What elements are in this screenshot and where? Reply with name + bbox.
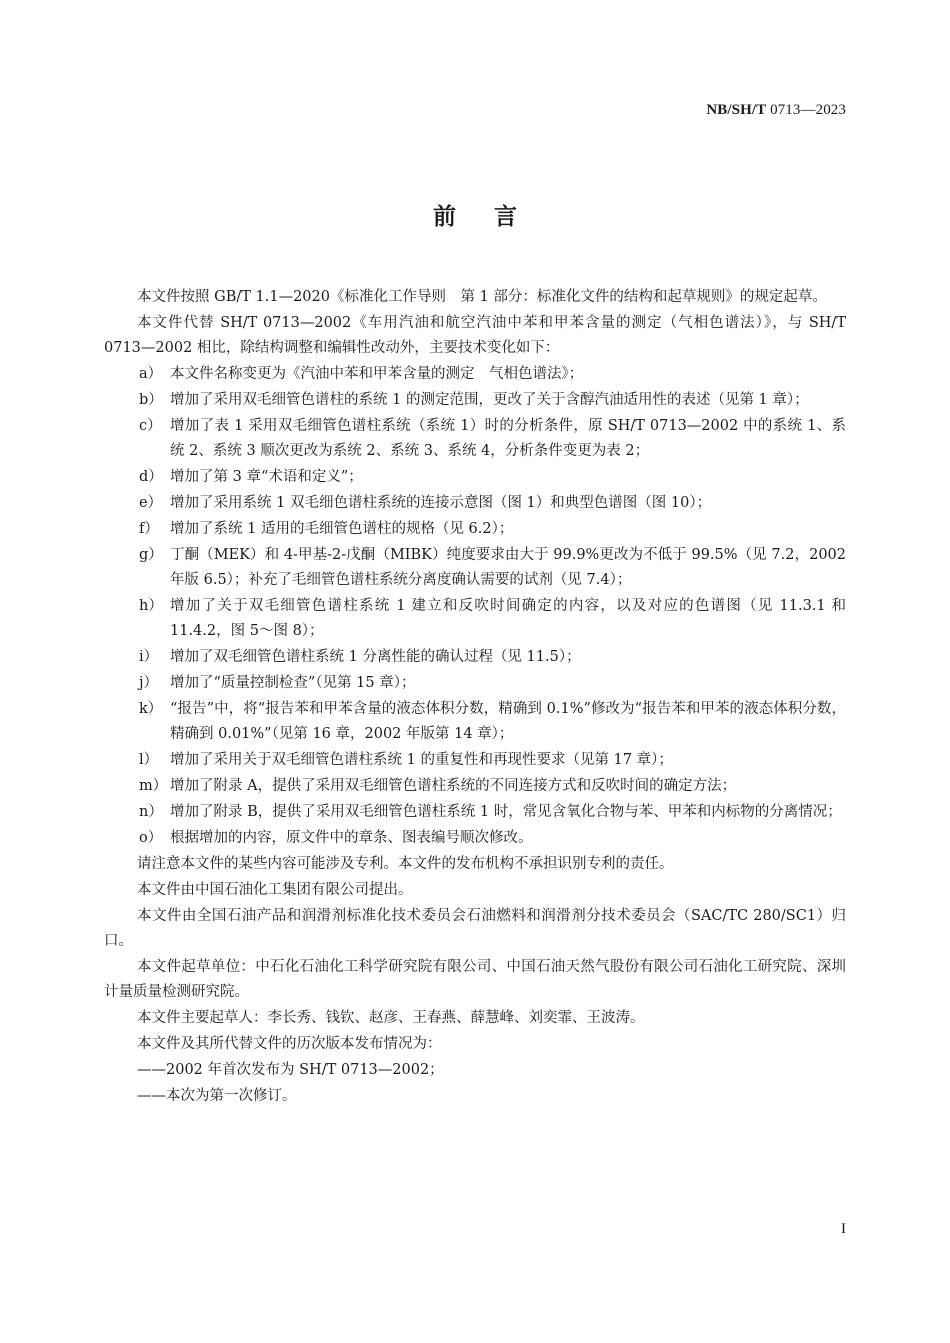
list-item [104,362,846,387]
list-item-text: 增加了附录 B，提供了采用双毛细管色谱柱系统 1 时，常见含氧化合物与苯、甲苯和内标物的分离情况； [170,804,842,820]
list-item [104,826,846,851]
list-marker: d） [139,469,163,485]
closing-paragraph: 本文件主要起草人：李长秀、钱钦、赵彦、王春燕、薛慧峰、刘奕霏、王波涛。 [137,1010,645,1026]
history-entry: ——2002 年首次发布为 SH/T 0713—2002； [137,1062,444,1078]
list-marker: l） [139,752,159,768]
standard-code-number: 0713—2023 [770,102,846,118]
list-item [104,414,846,464]
list-item-text: 增加了“质量控制检查”（见第 15 章）； [170,675,416,691]
foreword-body [104,285,846,1110]
history-entry: ——本次为第一次修订。 [137,1088,297,1104]
changes-list [104,362,846,851]
intro-paragraph: 本文件按照 GB/T 1.1—2020《标准化工作导则 第 1 部分：标准化文件的结构和起草规则》的规定起草。 [137,289,827,305]
list-item [104,517,846,542]
standard-code-prefix: NB/SH/T [706,102,767,118]
list-item [104,388,846,413]
list-marker: c） [139,418,162,434]
intro-paragraph: 本文件代替 SH/T 0713—2002《车用汽油和航空汽油中苯和甲苯含量的测定（气相色谱法）》，与 SH/T 0713—2002 相比，除结构调整和编辑性改动外，主要技术变化如下： [104,315,846,356]
list-item-text: 增加了采用系统 1 双毛细色谱柱系统的连接示意图（图 1）和典型色谱图（图 10）； [170,495,712,511]
list-marker: g） [139,547,163,563]
list-marker: m） [139,778,168,794]
list-item [104,697,846,747]
page-number: I [841,1221,846,1237]
list-item-text: 增加了关于双毛细管色谱柱系统 1 建立和反吹时间确定的内容，以及对应的色谱图（见 11.3.1 和 11.4.2，图 5～图 8）； [170,598,846,639]
list-marker: n） [139,804,163,820]
list-marker: o） [139,830,163,846]
list-marker: f） [139,521,159,537]
list-item [104,543,846,593]
list-item-text: 增加了双毛细管色谱柱系统 1 分离性能的确认过程（见 11.5）； [170,649,581,665]
list-item-text: 增加了采用双毛细管色谱柱的系统 1 的测定范围，更改了关于含醇汽油适用性的表述（见第 1 章）； [170,392,809,408]
list-item-text: 丁酮（MEK）和 4-甲基-2-戊酮（MIBK）纯度要求由大于 99.9%更改为不低于 99.5%（见 7.2，2002 年版 6.5）；补充了毛细管色谱柱系统分离度确认需要的试剂（见 7.4）； [170,547,846,588]
list-item [104,748,846,773]
standard-code [706,102,846,119]
list-marker: h） [139,598,163,614]
list-item-text: 本文件名称变更为《汽油中苯和甲苯含量的测定 气相色谱法》； [170,366,584,382]
closing-paragraph: 本文件起草单位：中石化石油化工科学研究院有限公司、中国石油天然气股份有限公司石油化工研究院、深圳计量质量检测研究院。 [104,959,846,1000]
list-marker: b） [139,392,163,408]
closing-paragraph: 请注意本文件的某些内容可能涉及专利。本文件的发布机构不承担识别专利的责任。 [137,856,674,872]
list-item [104,800,846,825]
list-item-text: 增加了附录 A，提供了采用双毛细管色谱柱系统的不同连接方式和反吹时间的确定方法； [170,778,737,794]
list-marker: k） [139,701,163,717]
list-item [104,645,846,670]
list-marker: i） [139,649,159,665]
list-item-text: 增加了系统 1 适用的毛细管色谱柱的规格（见 6.2）； [170,521,514,537]
list-item-text: 增加了采用关于双毛细管色谱柱系统 1 的重复性和再现性要求（见第 17 章）； [170,752,673,768]
list-item [104,671,846,696]
list-item-text: 增加了表 1 采用双毛细管色谱柱系统（系统 1）时的分析条件，原 SH/T 0713—2002 中的系统 1、系统 2、系统 3 顺次更改为系统 2、系统 3、系统 4，分析条件变更为表 2； [170,418,846,459]
closing-paragraph: 本文件由全国石油产品和润滑剂标准化技术委员会石油燃料和润滑剂分技术委员会（SAC/TC 280/SC1）归口。 [104,908,846,949]
list-item [104,465,846,490]
closing-paragraph: 本文件及其所代替文件的历次版本发布情况为： [137,1036,442,1052]
list-item [104,594,846,644]
list-marker: j） [139,675,158,691]
closing-paragraph: 本文件由中国石油化工集团有限公司提出。 [137,882,413,898]
list-item [104,774,846,799]
list-marker: a） [139,366,163,382]
list-item [104,491,846,516]
list-item-text: 根据增加的内容，原文件中的章条、图表编号顺次修改。 [170,830,533,846]
list-item-text: “报告”中，将“报告苯和甲苯含量的液态体积分数，精确到 0.1%”修改为“报告苯和甲苯的液态体积分数，精确到 0.01%”（见第 16 章，2002 年版第 14 章）； [170,701,846,742]
list-item-text: 增加了第 3 章“术语和定义”； [170,469,363,485]
list-marker: e） [139,495,163,511]
page-title: 前言 [433,204,555,230]
